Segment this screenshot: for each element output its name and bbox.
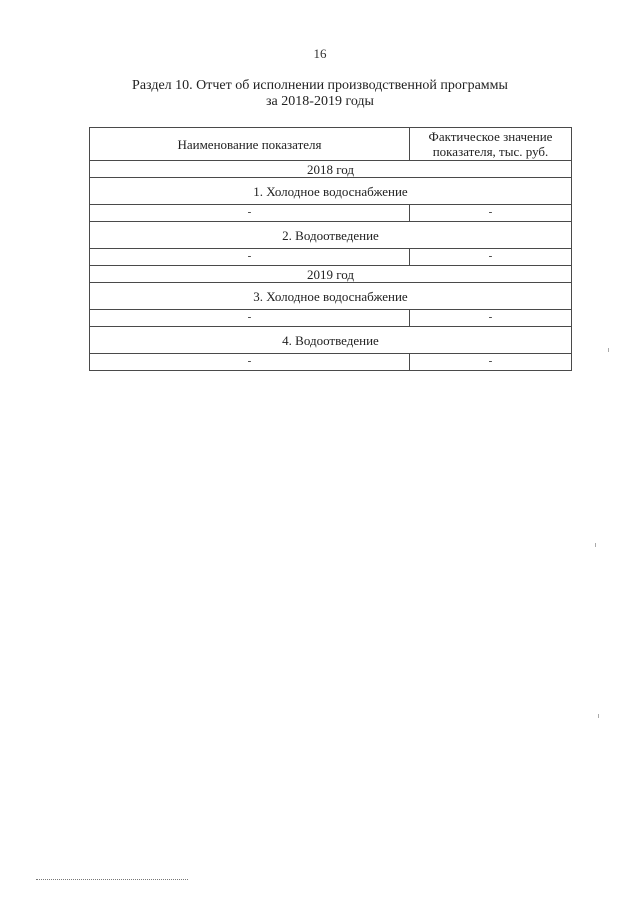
section-row-sewerage-2018 xyxy=(90,222,572,249)
indicator-name-cell: - xyxy=(90,310,410,327)
section-title xyxy=(0,78,640,110)
footer-dotted-line xyxy=(36,879,188,880)
indicator-value-cell: - xyxy=(410,354,572,371)
section-label: 1. Холодное водоснабжение xyxy=(90,178,572,205)
section-label: 4. Водоотведение xyxy=(90,327,572,354)
section-row-cold-water-2019 xyxy=(90,283,572,310)
section-row-cold-water-2018 xyxy=(90,178,572,205)
year-row-2019 xyxy=(90,266,572,283)
header-actual-value: Фактическое значение показателя, тыс. руб. xyxy=(410,128,572,161)
indicator-name-cell: - xyxy=(90,249,410,266)
table-row xyxy=(90,249,572,266)
year-label: 2018 год xyxy=(90,161,572,178)
table-header-row xyxy=(90,128,572,161)
scan-speck xyxy=(598,714,599,718)
scan-speck xyxy=(595,543,596,547)
indicator-value-cell: - xyxy=(410,205,572,222)
header-indicator-name: Наименование показателя xyxy=(90,128,410,161)
section-title-line-2: за 2018-2019 годы xyxy=(266,94,374,109)
page-number: 16 xyxy=(313,46,327,61)
section-label: 3. Холодное водоснабжение xyxy=(90,283,572,310)
section-row-sewerage-2019 xyxy=(90,327,572,354)
table-row xyxy=(90,310,572,327)
indicator-name-cell: - xyxy=(90,354,410,371)
table-row xyxy=(90,354,572,371)
table-row xyxy=(90,205,572,222)
production-program-report-table xyxy=(89,127,572,371)
year-label: 2019 год xyxy=(90,266,572,283)
year-row-2018 xyxy=(90,161,572,178)
section-title-line-1: Раздел 10. Отчет об исполнении производственной программы xyxy=(132,78,508,93)
indicator-name-cell: - xyxy=(90,205,410,222)
indicator-value-cell: - xyxy=(410,310,572,327)
indicator-value-cell: - xyxy=(410,249,572,266)
section-label: 2. Водоотведение xyxy=(90,222,572,249)
scan-speck xyxy=(608,348,609,352)
